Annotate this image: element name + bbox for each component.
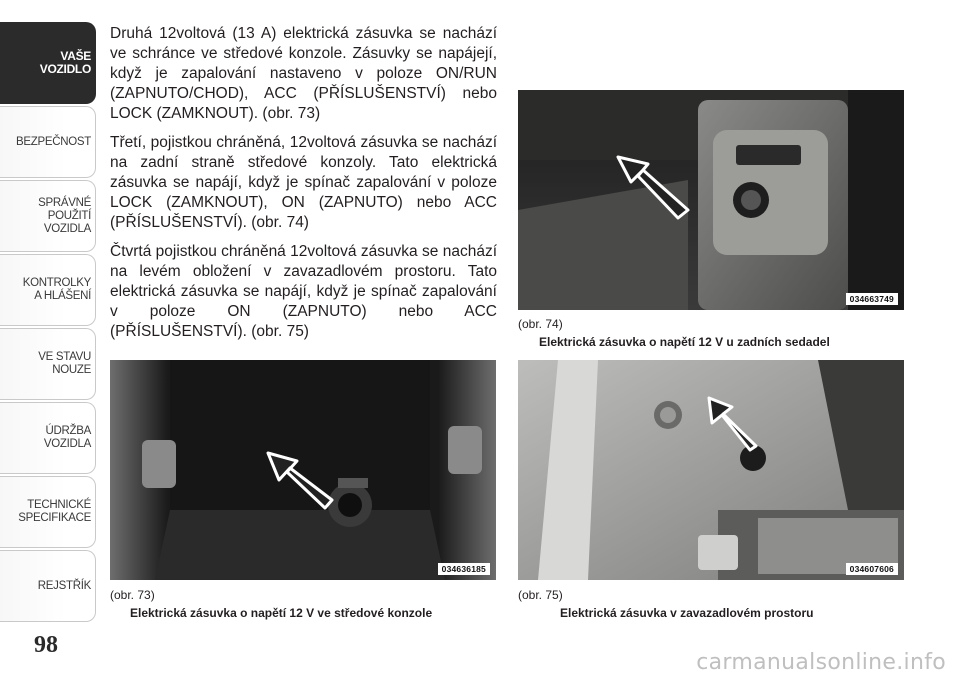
- photo-rear-console: [518, 90, 904, 310]
- tab-label-line: NOUZE: [52, 364, 91, 376]
- tab-label-line: POUŽITÍ: [47, 209, 91, 222]
- photo-cargo-area: [518, 360, 904, 580]
- tab-label-line: VAŠE: [60, 49, 91, 63]
- tab-ve-stavu-nouze[interactable]: [0, 328, 96, 400]
- paragraph: Druhá 12voltová (13 A) elektrická zásuvka se nachází ve schránce ve středové konzole. Zásuvky se napájejí, když je zapalování nastaveno v poloze ON/RUN (ZAPNUTO/CHOD), ACC (PŘÍSLUŠENSTVÍ) nebo LOCK (ZAMKNOUT). (obr. 73): [110, 25, 497, 122]
- tab-label-line: VOZIDLO: [39, 62, 91, 76]
- paragraph: Třetí, pojistkou chráněná, 12voltová zásuvka se nachází na zadní straně středové konzoly. Tato elektrická zásuvka se napájí, když je spínač zapalování v poloze LOCK (ZAMKNOUT), ON (ZAPNUTO) nebo ACC (PŘÍSLUŠENSTVÍ). (obr. 74): [110, 134, 497, 231]
- paragraph: Čtvrtá pojistkou chráněná 12voltová zásuvka se nachází na levém obložení v zavazadlovém prostoru. Tato elektrická zásuvka se napájí, když je spínač zapalování v poloze ON (ZAPNUTO) nebo ACC (PŘÍSLUŠENSTVÍ). (obr. 75): [110, 243, 497, 340]
- tab-label-line: VOZIDLA: [43, 222, 91, 235]
- watermark: carmanualsonline.info: [696, 650, 946, 675]
- figure-ref: (obr. 75): [518, 588, 563, 602]
- tab-label-line: VE STAVU: [38, 351, 91, 363]
- tab-label-line: A HLÁŠENÍ: [34, 290, 91, 302]
- figure-code: 034607606: [846, 563, 898, 575]
- tab-label-line: ÚDRŽBA: [45, 425, 91, 437]
- figure-caption: Elektrická zásuvka v zavazadlovém prostoru: [560, 606, 814, 620]
- figure-code: 034636185: [438, 563, 490, 575]
- body-text: [110, 24, 497, 351]
- tab-spravne-pouziti-vozidla[interactable]: [0, 180, 96, 252]
- figure-code: 034663749: [846, 293, 898, 305]
- figure-75-cargo-area-outlet: [518, 360, 904, 580]
- tab-label-line: REJSTŘÍK: [37, 579, 91, 592]
- figure-74-rear-console-outlet: [518, 90, 904, 310]
- tab-vase-vozidlo[interactable]: [0, 22, 96, 104]
- figure-ref: (obr. 73): [110, 588, 155, 602]
- tab-label-line: BEZPEČNOST: [16, 135, 91, 148]
- tab-label-line: TECHNICKÉ: [27, 499, 91, 511]
- tab-label-line: VOZIDLA: [43, 438, 91, 450]
- tab-label-line: KONTROLKY: [22, 277, 91, 289]
- tab-label-line: SPRÁVNÉ: [38, 196, 91, 209]
- tab-label-line: SPECIFIKACE: [18, 512, 91, 524]
- figure-caption: Elektrická zásuvka o napětí 12 V ve středové konzole: [130, 606, 433, 620]
- figure-ref: (obr. 74): [518, 317, 563, 331]
- photo-center-console: [110, 360, 496, 580]
- tab-udrzba-vozidla[interactable]: [0, 402, 96, 474]
- figure-caption: Elektrická zásuvka o napětí 12 V u zadních sedadel: [539, 335, 830, 349]
- tab-rejstrik[interactable]: [0, 550, 96, 622]
- page-number: 98: [34, 632, 58, 658]
- tab-bezpecnost[interactable]: [0, 106, 96, 178]
- tab-technicke-specifikace[interactable]: [0, 476, 96, 548]
- tab-kontrolky-a-hlaseni[interactable]: [0, 254, 96, 326]
- figure-73-center-console-outlet: [110, 360, 496, 580]
